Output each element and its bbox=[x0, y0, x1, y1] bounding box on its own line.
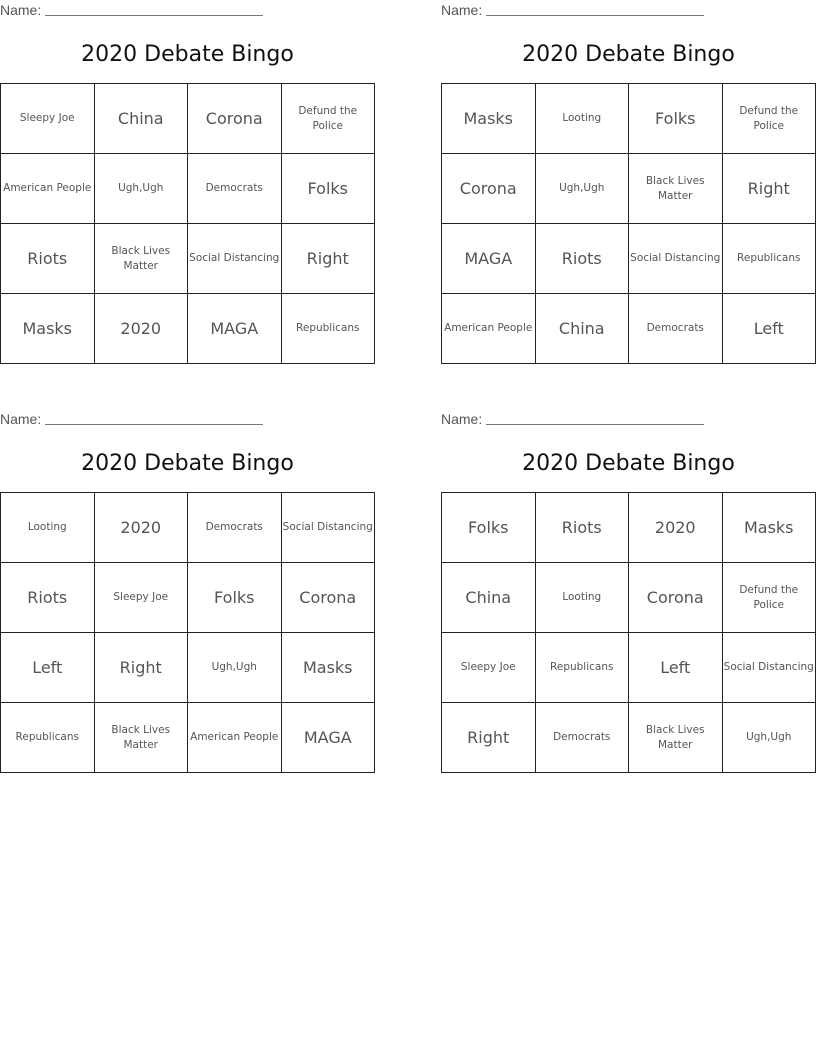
bingo-cell[interactable]: Masks bbox=[722, 493, 816, 563]
name-blank-line[interactable] bbox=[45, 2, 263, 16]
bingo-grid bbox=[441, 83, 816, 364]
bingo-cell[interactable]: Folks bbox=[188, 563, 282, 633]
bingo-cell[interactable]: Black Lives Matter bbox=[94, 703, 188, 773]
name-label: Name: bbox=[0, 2, 42, 18]
bingo-cell[interactable]: Democrats bbox=[188, 493, 282, 563]
bingo-cell[interactable]: Sleepy Joe bbox=[442, 633, 536, 703]
bingo-cell[interactable]: Right bbox=[281, 224, 375, 294]
bingo-cell[interactable]: China bbox=[94, 84, 188, 154]
bingo-cell[interactable]: China bbox=[535, 294, 629, 364]
bingo-cell[interactable]: Republicans bbox=[281, 294, 375, 364]
bingo-grid bbox=[0, 83, 375, 364]
bingo-cell[interactable]: 2020 bbox=[94, 493, 188, 563]
bingo-cell[interactable]: Folks bbox=[629, 84, 723, 154]
bingo-cell[interactable]: Black Lives Matter bbox=[629, 154, 723, 224]
bingo-cell[interactable]: Right bbox=[94, 633, 188, 703]
bingo-cell[interactable]: Sleepy Joe bbox=[1, 84, 95, 154]
name-blank-line[interactable] bbox=[486, 411, 704, 425]
bingo-row bbox=[1, 294, 375, 364]
bingo-cell[interactable]: Democrats bbox=[535, 703, 629, 773]
bingo-cell[interactable]: American People bbox=[442, 294, 536, 364]
name-field[interactable] bbox=[0, 2, 263, 18]
bingo-cell[interactable]: Social Distancing bbox=[281, 493, 375, 563]
bingo-row bbox=[442, 154, 816, 224]
bingo-row bbox=[442, 633, 816, 703]
bingo-cell[interactable]: China bbox=[442, 563, 536, 633]
bingo-cell[interactable]: Corona bbox=[188, 84, 282, 154]
bingo-cell[interactable]: Ugh,Ugh bbox=[535, 154, 629, 224]
bingo-cell[interactable]: 2020 bbox=[629, 493, 723, 563]
bingo-row bbox=[1, 84, 375, 154]
bingo-cell[interactable]: Masks bbox=[442, 84, 536, 154]
bingo-cell[interactable]: Black Lives Matter bbox=[629, 703, 723, 773]
card-title: 2020 Debate Bingo bbox=[522, 42, 735, 67]
bingo-grid bbox=[0, 492, 375, 773]
bingo-cell[interactable]: Masks bbox=[1, 294, 95, 364]
bingo-cell[interactable]: Democrats bbox=[188, 154, 282, 224]
bingo-row bbox=[1, 563, 375, 633]
bingo-row bbox=[1, 154, 375, 224]
bingo-cell[interactable]: Corona bbox=[281, 563, 375, 633]
bingo-cell[interactable]: Ugh,Ugh bbox=[722, 703, 816, 773]
bingo-cell[interactable]: Looting bbox=[1, 493, 95, 563]
card-title: 2020 Debate Bingo bbox=[81, 451, 294, 476]
bingo-cell[interactable]: Left bbox=[629, 633, 723, 703]
bingo-cell[interactable]: Corona bbox=[442, 154, 536, 224]
bingo-cell[interactable]: Democrats bbox=[629, 294, 723, 364]
bingo-cell[interactable]: Defund the Police bbox=[281, 84, 375, 154]
bingo-cell[interactable]: Social Distancing bbox=[722, 633, 816, 703]
name-label: Name: bbox=[441, 411, 483, 427]
bingo-cell[interactable]: Riots bbox=[535, 224, 629, 294]
bingo-cell[interactable]: Republicans bbox=[722, 224, 816, 294]
bingo-cell[interactable]: Folks bbox=[442, 493, 536, 563]
bingo-cell[interactable]: Left bbox=[1, 633, 95, 703]
bingo-row bbox=[442, 224, 816, 294]
bingo-cell[interactable]: Social Distancing bbox=[629, 224, 723, 294]
bingo-cell[interactable]: Left bbox=[722, 294, 816, 364]
bingo-cell[interactable]: Looting bbox=[535, 563, 629, 633]
bingo-row bbox=[442, 493, 816, 563]
bingo-cell[interactable]: Riots bbox=[1, 224, 95, 294]
card-title: 2020 Debate Bingo bbox=[522, 451, 735, 476]
name-field[interactable] bbox=[0, 411, 263, 427]
bingo-cell[interactable]: Riots bbox=[1, 563, 95, 633]
bingo-row bbox=[1, 224, 375, 294]
bingo-cell[interactable]: Corona bbox=[629, 563, 723, 633]
bingo-cell[interactable]: American People bbox=[1, 154, 95, 224]
bingo-cell[interactable]: Defund the Police bbox=[722, 563, 816, 633]
bingo-cell[interactable]: Looting bbox=[535, 84, 629, 154]
bingo-cell[interactable]: MAGA bbox=[188, 294, 282, 364]
bingo-cell[interactable]: Black Lives Matter bbox=[94, 224, 188, 294]
bingo-cell[interactable]: Masks bbox=[281, 633, 375, 703]
bingo-cell[interactable]: Social Distancing bbox=[188, 224, 282, 294]
bingo-cell[interactable]: Ugh,Ugh bbox=[94, 154, 188, 224]
bingo-row bbox=[442, 84, 816, 154]
name-field[interactable] bbox=[441, 411, 704, 427]
name-field[interactable] bbox=[441, 2, 704, 18]
bingo-row bbox=[442, 703, 816, 773]
bingo-row bbox=[442, 294, 816, 364]
bingo-cell[interactable]: Defund the Police bbox=[722, 84, 816, 154]
bingo-cell[interactable]: Republicans bbox=[1, 703, 95, 773]
bingo-row bbox=[1, 633, 375, 703]
bingo-grid bbox=[441, 492, 816, 773]
bingo-cell[interactable]: MAGA bbox=[281, 703, 375, 773]
bingo-row bbox=[1, 703, 375, 773]
bingo-cell[interactable]: Ugh,Ugh bbox=[188, 633, 282, 703]
name-label: Name: bbox=[0, 411, 42, 427]
bingo-row bbox=[442, 563, 816, 633]
bingo-cell[interactable]: Folks bbox=[281, 154, 375, 224]
bingo-cell[interactable]: American People bbox=[188, 703, 282, 773]
name-blank-line[interactable] bbox=[486, 2, 704, 16]
bingo-cell[interactable]: Riots bbox=[535, 493, 629, 563]
bingo-cell[interactable]: Sleepy Joe bbox=[94, 563, 188, 633]
bingo-cell[interactable]: Right bbox=[722, 154, 816, 224]
bingo-row bbox=[1, 493, 375, 563]
name-blank-line[interactable] bbox=[45, 411, 263, 425]
bingo-cell[interactable]: Right bbox=[442, 703, 536, 773]
bingo-cell[interactable]: MAGA bbox=[442, 224, 536, 294]
bingo-cell[interactable]: 2020 bbox=[94, 294, 188, 364]
bingo-cell[interactable]: Republicans bbox=[535, 633, 629, 703]
card-title: 2020 Debate Bingo bbox=[81, 42, 294, 67]
name-label: Name: bbox=[441, 2, 483, 18]
